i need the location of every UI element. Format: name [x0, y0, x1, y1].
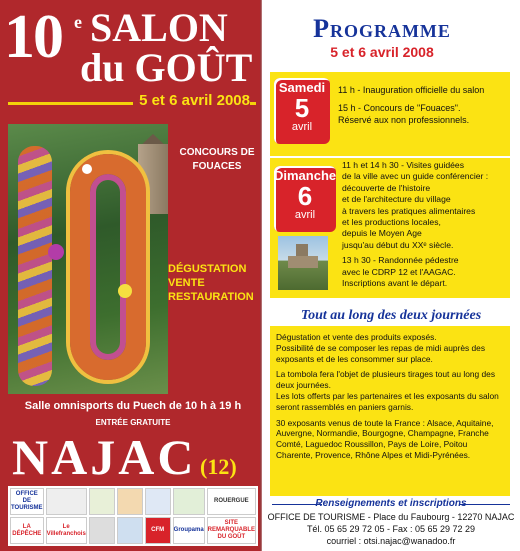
saturday-events [338, 84, 506, 126]
sponsor-logo [46, 488, 87, 515]
info-line: La tombola fera l'objet de plusieurs tirages tout au long des deux journées. [276, 369, 496, 391]
sponsor-logo [173, 488, 205, 515]
sponsor-logo: CFM [145, 517, 171, 544]
day-month: avril [291, 121, 313, 133]
event-line: depuis le Moyen Age [342, 228, 422, 239]
sponsor-logo: ROUERGUE [207, 488, 256, 515]
right-panel [262, 0, 520, 551]
event-line: Réservé aux non professionnels. [338, 115, 470, 125]
sunday-badge [274, 166, 336, 232]
edition-suffix: e [74, 12, 82, 32]
event-line: 11 h - Inauguration officielle du salon [338, 85, 485, 95]
event-line: à travers les pratiques alimentaires [342, 205, 476, 216]
event-line: jusqu'au début du XXᵉ siècle. [342, 239, 454, 250]
town-name: NAJAC [12, 429, 197, 485]
event-dates: 5 et 6 avril 2008 [133, 92, 250, 109]
both-days-title: Tout au long des deux journées [300, 308, 482, 323]
free-entry: ENTRÉE GRATUITE [95, 418, 171, 427]
event-line: avec le CDRP 12 et l'AAGAC. [342, 266, 456, 277]
info-line: Dégustation et vente des produits exposés. [276, 332, 437, 342]
title-salon: SALON [90, 5, 228, 50]
fouace-photo [8, 124, 168, 394]
activity-restaurant: RESTAURATION [168, 291, 254, 303]
info-title: Renseignements et inscriptions [315, 498, 467, 509]
activity-sale: VENTE [168, 277, 205, 289]
event-line: et les productions locales, [342, 217, 441, 228]
event-line: 11 h et 14 h 30 - Visites guidées [342, 160, 464, 170]
title-du-gout: du GOÛT [80, 45, 253, 90]
sponsor-logo: OFFICE DE TOURISME [10, 488, 44, 515]
sponsor-logo [117, 488, 143, 515]
event-line: 13 h 30 - Randonnée pédestre [342, 255, 459, 266]
event-line: 15 h - Concours de "Fouaces". [338, 103, 461, 113]
sponsor-logo [89, 488, 115, 515]
sponsor-logo: LA DÉPÊCHE [10, 517, 44, 544]
day-month: avril [294, 209, 316, 221]
sponsor-logo [89, 517, 115, 544]
sponsor-logo: Le Villefranchois [46, 517, 87, 544]
venue-hours: Salle omnisports du Puech de 10 h à 19 h [24, 400, 242, 412]
castle-photo [278, 236, 328, 290]
info-line: Les lots offerts par les partenaires et les exposants du salon seront rassemblés en paniers garnis. [276, 390, 499, 412]
programme-heading: Programme [313, 14, 451, 43]
sponsor-logo [117, 517, 143, 544]
info-line: Possibilité de se composer les repas de midi auprès des exposants et de les consommer sur place. [276, 342, 486, 364]
edition-number: 10 [4, 3, 62, 71]
department-number: (12) [200, 454, 237, 479]
event-line: de la ville avec un guide conférencier : [342, 171, 489, 182]
event-line: Inscriptions avant le départ. [342, 278, 448, 289]
day-number: 6 [297, 181, 313, 211]
sponsor-logo: Groupama [173, 517, 205, 544]
sponsor-logo: SITE REMARQUABLE DU GOÛT [207, 517, 256, 544]
concours-fouaces: CONCOURS DE FOUACES [179, 147, 255, 172]
both-days-text [276, 332, 506, 461]
email: courriel : otsi.najac@wanadoo.fr [326, 536, 456, 546]
event-line: découverte de l'histoire [342, 182, 431, 193]
event-line: et de l'architecture du village [342, 194, 451, 205]
day-number: 5 [294, 93, 310, 123]
day-name: Samedi [278, 80, 326, 95]
phone-fax: Tél. 05 65 29 72 05 - Fax : 05 65 29 72 29 [306, 524, 476, 534]
sponsor-logo [145, 488, 171, 515]
saturday-badge [274, 78, 330, 144]
sponsor-logos [8, 486, 258, 546]
info-line: 30 exposants venus de toute la France : Alsace, Aquitaine, Auvergne, Normandie, Bourgogne, Champagne, Franche Comté, Laguedoc Roussillon, Pays de Loire, Poitou Charente, Provence, Rhône Alpes et Midi-Pyrénées. [276, 417, 494, 460]
day-name: Dimanche [274, 168, 337, 183]
activity-tasting: DÉGUSTATION [168, 263, 247, 275]
programme-dates: 5 et 6 avril 2008 [330, 44, 434, 60]
office-address: OFFICE DE TOURISME - Place du Faubourg - 12270 NAJAC [267, 512, 515, 522]
activities [168, 262, 258, 304]
sunday-events [342, 160, 506, 289]
